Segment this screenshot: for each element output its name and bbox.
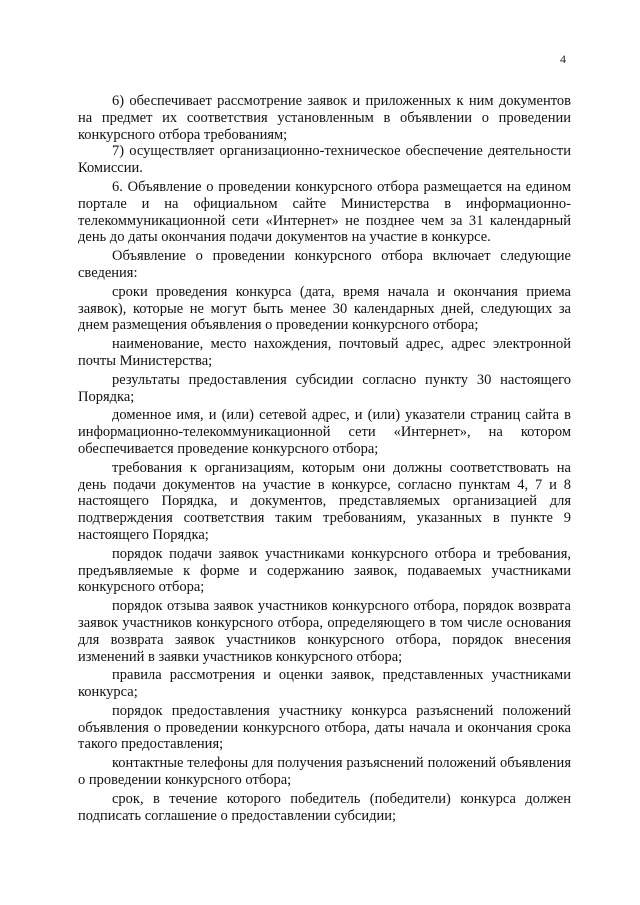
paragraph-clarifications: порядок предоставления участнику конкурса разъяснений положений объявления о проведении конкурсного отбора, даты начала и окончания срока такого предоставления; [78,702,571,753]
paragraph-subsidy-results: результаты предоставления субсидии согласно пункту 30 настоящего Порядка; [78,371,571,405]
page-number: 4 [560,52,566,66]
paragraph-application-procedure: порядок подачи заявок участниками конкурсного отбора и требования, предъявляемые к форме и содержанию заявок, подаваемых участниками конкурсного отбора; [78,545,571,596]
paragraph-announcement-intro: Объявление о проведении конкурсного отбора включает следующие сведения: [78,248,571,281]
paragraph-deadlines: сроки проведения конкурса (дата, время начала и окончания приема заявок), которые не могут быть менее 30 календарных дней, следующих за днем размещения объявления о проведении конкурсного отбора; [78,283,571,334]
document-body [78,93,571,824]
paragraph-ministry-contacts: наименование, место нахождения, почтовый адрес, адрес электронной почты Министерства; [78,336,571,369]
paragraph-requirements: требования к организациям, которым они должны соответствовать на день подачи документов на участие в конкурсе, согласно пунктам 4, 7 и 8 настоящего Порядка, и документов, представляемых организацией для подтверждения соответствия таким требованиям, указанных в пункте 9 настоящего Порядка; [78,459,571,543]
paragraph-item-6: 6) обеспечивает рассмотрение заявок и приложенных к ним документов на предмет их соответствия установленным в объявлении о проведении конкурсного отбора требованиям; [78,93,571,143]
paragraph-section-6: 6. Объявление о проведении конкурсного отбора размещается на едином портале и на официальном сайте Министерства в информационно-телекоммуникационной сети «Интернет» не позднее чем за 31 календарный день до даты окончания подачи документов на участие в конкурсе. [78,178,571,246]
paragraph-domain-name: доменное имя, и (или) сетевой адрес, и (или) указатели страниц сайта в информационно-телекоммуникационной сети «Интернет», на котором обеспечивается проведение конкурсного отбора; [78,407,571,457]
paragraph-agreement-deadline: срок, в течение которого победитель (победители) конкурса должен подписать соглашение о предоставлении субсидии; [78,790,571,824]
paragraph-item-7: 7) осуществляет организационно-техническое обеспечение деятельности Комиссии. [78,143,571,177]
paragraph-withdrawal-procedure: порядок отзыва заявок участников конкурсного отбора, порядок возврата заявок участников конкурсного отбора, определяющего в том числе основания для возврата заявок участников конкурсного отбора, порядок внесения изменений в заявки участников конкурсного отбора; [78,598,571,665]
paragraph-evaluation-rules: правила рассмотрения и оценки заявок, представленных участниками конкурса; [78,667,571,701]
paragraph-contact-phones: контактные телефоны для получения разъяснений положений объявления о проведении конкурсного отбора; [78,755,571,789]
